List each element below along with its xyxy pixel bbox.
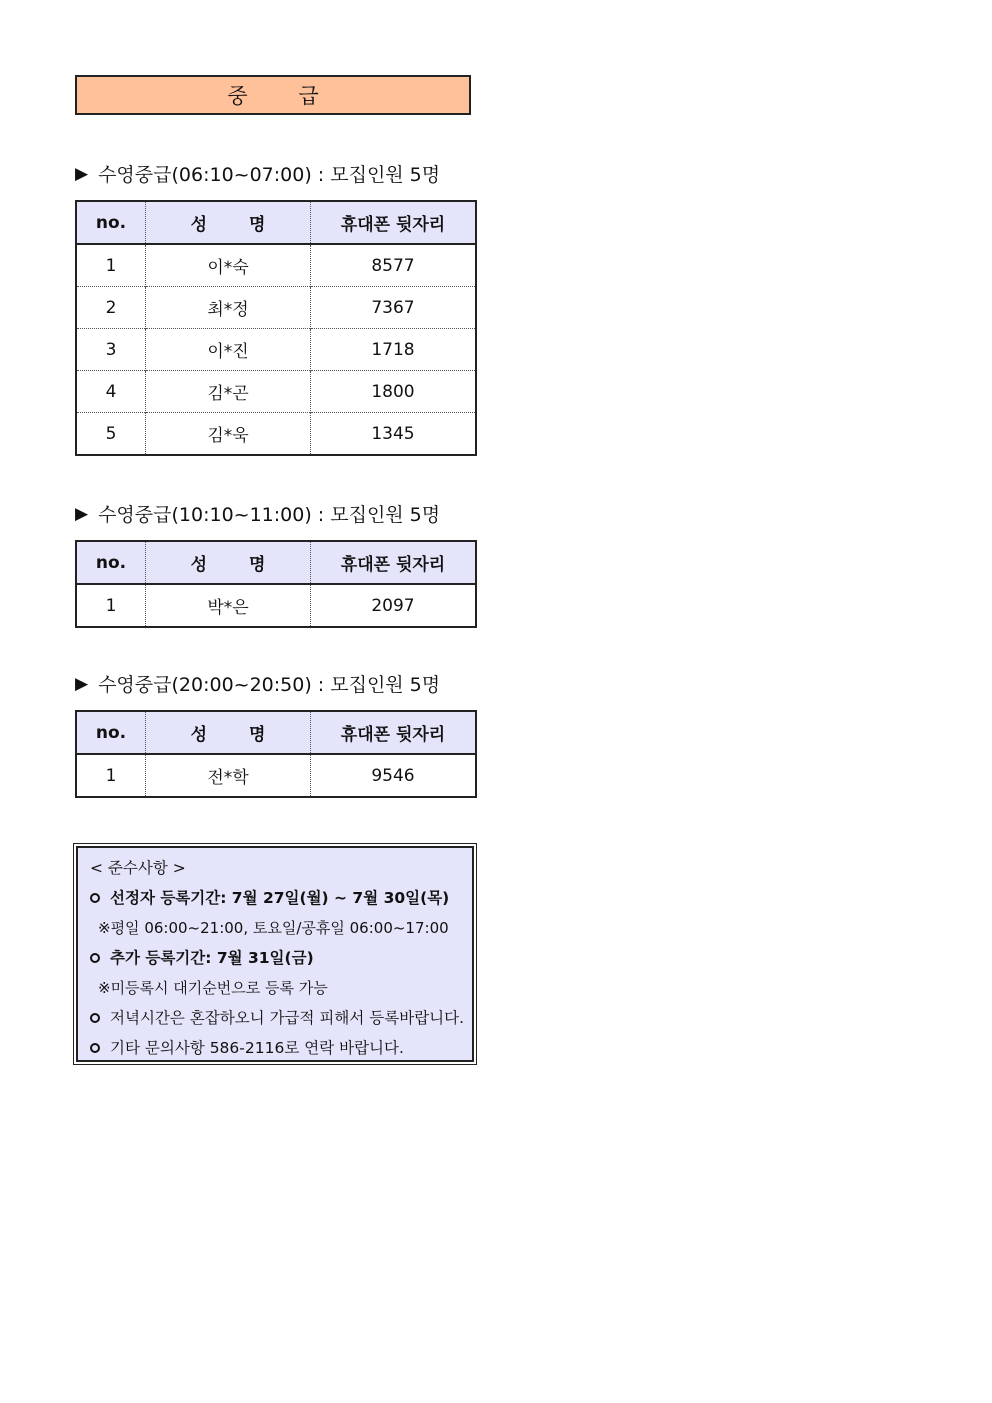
notice-item <box>90 943 472 973</box>
cell-name: 김*곤 <box>146 371 311 413</box>
cell-phone: 1800 <box>311 371 477 413</box>
column-header-name: 성 명 <box>146 201 311 244</box>
notice-subnote: ※평일 06:00~21:00, 토요일/공휴일 06:00~17:00 <box>98 919 449 937</box>
cell-name: 최*정 <box>146 287 311 329</box>
notice-text: 추가 등록기간: 7월 31일(금) <box>110 949 314 967</box>
table-row <box>76 584 476 627</box>
cell-no: 2 <box>76 287 146 329</box>
cell-phone: 9546 <box>311 754 477 797</box>
notice-item <box>90 1033 472 1063</box>
notice-text: 저녁시간은 혼잡하오니 가급적 피해서 등록바랍니다. <box>110 1009 465 1027</box>
table-header-row <box>76 711 476 754</box>
cell-phone: 7367 <box>311 287 477 329</box>
cell-name: 이*진 <box>146 329 311 371</box>
play-arrow-icon: ▶ <box>75 673 89 694</box>
section-heading-text: 수영중급(06:10~07:00) : 모집인원 5명 <box>98 164 441 186</box>
notice-item <box>90 1003 472 1033</box>
table-row <box>76 754 476 797</box>
table-header-row <box>76 541 476 584</box>
table-row <box>76 371 476 413</box>
column-header-no: no. <box>76 541 146 584</box>
table-row <box>76 244 476 287</box>
cell-phone: 8577 <box>311 244 477 287</box>
column-header-no: no. <box>76 201 146 244</box>
notice-title: < 준수사항 > <box>90 859 186 877</box>
cell-phone: 2097 <box>311 584 477 627</box>
column-header-phone: 휴대폰 뒷자리 <box>311 201 477 244</box>
play-arrow-icon: ▶ <box>75 503 89 524</box>
notice-item <box>90 883 472 913</box>
cell-name: 이*숙 <box>146 244 311 287</box>
circle-bullet-icon <box>90 1013 100 1023</box>
cell-name: 전*학 <box>146 754 311 797</box>
notice-text: 선정자 등록기간: 7월 27일(월) ~ 7월 30일(목) <box>110 889 450 907</box>
column-header-name: 성 명 <box>146 541 311 584</box>
cell-phone: 1345 <box>311 413 477 456</box>
cell-name: 김*욱 <box>146 413 311 456</box>
section-heading-text: 수영중급(20:00~20:50) : 모집인원 5명 <box>98 674 441 696</box>
column-header-no: no. <box>76 711 146 754</box>
section-heading-1 <box>75 160 440 187</box>
roster-table-1 <box>75 200 477 456</box>
cell-no: 4 <box>76 371 146 413</box>
page-title: 중 급 <box>75 75 471 115</box>
column-header-phone: 휴대폰 뒷자리 <box>311 711 477 754</box>
table-header-row <box>76 201 476 244</box>
notice-text: 기타 문의사항 586-2116로 연락 바랍니다. <box>110 1039 404 1057</box>
section-heading-2 <box>75 500 440 527</box>
notice-box <box>73 843 477 1065</box>
circle-bullet-icon <box>90 953 100 963</box>
cell-phone: 1718 <box>311 329 477 371</box>
roster-table-3 <box>75 710 477 798</box>
roster-table-2 <box>75 540 477 628</box>
column-header-phone: 휴대폰 뒷자리 <box>311 541 477 584</box>
column-header-name: 성 명 <box>146 711 311 754</box>
cell-no: 1 <box>105 765 117 786</box>
cell-name: 박*은 <box>146 584 311 627</box>
table-row <box>76 329 476 371</box>
play-arrow-icon: ▶ <box>75 163 89 184</box>
notice-content <box>76 846 474 1062</box>
section-heading-3 <box>75 670 440 697</box>
cell-no: 1 <box>105 255 117 276</box>
section-heading-text: 수영중급(10:10~11:00) : 모집인원 5명 <box>98 504 441 526</box>
cell-no: 3 <box>76 329 146 371</box>
table-row <box>76 413 476 456</box>
circle-bullet-icon <box>90 893 100 903</box>
cell-no: 5 <box>76 413 146 456</box>
cell-no: 1 <box>105 595 117 616</box>
notice-subnote: ※미등록시 대기순번으로 등록 가능 <box>98 979 328 997</box>
circle-bullet-icon <box>90 1043 100 1053</box>
table-row <box>76 287 476 329</box>
